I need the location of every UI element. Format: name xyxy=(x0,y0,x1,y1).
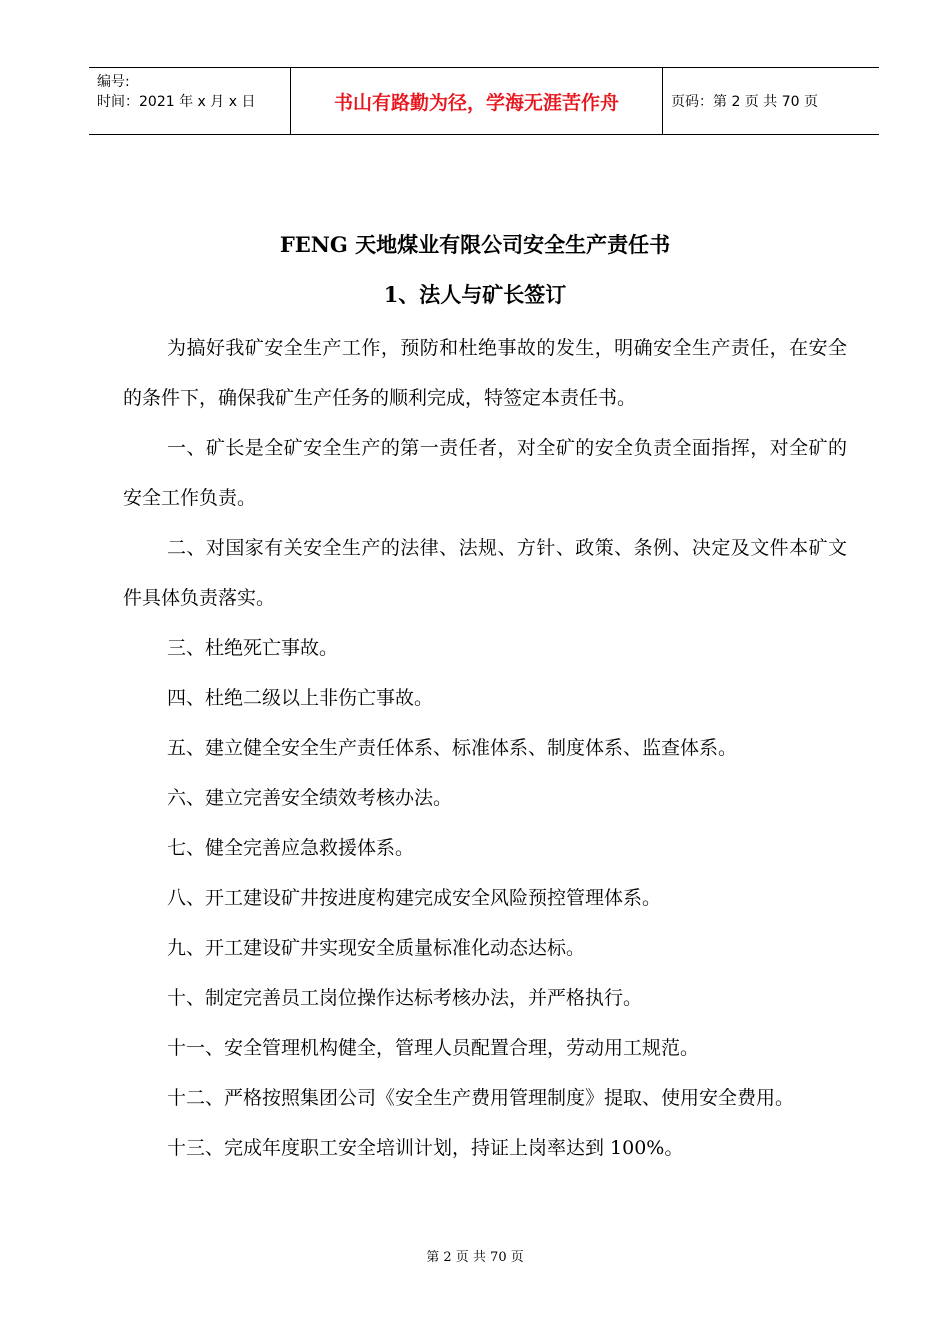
document-subtitle: 1、法人与矿长签订 xyxy=(383,282,567,307)
header-page-info: 页码：第 2 页 共 70 页 xyxy=(671,94,818,110)
paragraph: 十三、完成年度职工安全培训计划，持证上岗率达到 100%。 xyxy=(167,1137,684,1159)
header-time-label: 时间：2021 年 x 月 x 日 xyxy=(97,94,256,110)
header-meta xyxy=(89,68,291,134)
header-number-label: 编号: xyxy=(97,74,130,90)
paragraph: 一、矿长是全矿安全生产的第一责任者，对全矿的安全负责全面指挥，对全矿的安全工作负责。 xyxy=(123,437,847,509)
header-motto: 书山有路勤为径，学海无涯苦作舟 xyxy=(291,68,663,134)
paragraph: 十、制定完善员工岗位操作达标考核办法，并严格执行。 xyxy=(167,987,643,1009)
paragraph: 九、开工建设矿井实现安全质量标准化动态达标。 xyxy=(167,937,586,959)
paragraph: 十二、严格按照集团公司《安全生产费用管理制度》提取、使用安全费用。 xyxy=(167,1087,795,1109)
paragraph: 十一、安全管理机构健全，管理人员配置合理，劳动用工规范。 xyxy=(167,1037,700,1059)
paragraph: 为搞好我矿安全生产工作，预防和杜绝事故的发生，明确安全生产责任，在安全的条件下，确保我矿生产任务的顺利完成，特签定本责任书。 xyxy=(123,337,847,409)
paragraph: 八、开工建设矿井按进度构建完成安全风险预控管理体系。 xyxy=(167,887,662,909)
paragraph: 四、杜绝二级以上非伤亡事故。 xyxy=(167,687,434,709)
paragraph: 二、对国家有关安全生产的法律、法规、方针、政策、条例、决定及文件本矿文件具体负责落实。 xyxy=(123,537,847,609)
paragraph: 三、杜绝死亡事故。 xyxy=(167,637,339,659)
paragraph: 五、建立健全安全生产责任体系、标准体系、制度体系、监查体系。 xyxy=(167,737,738,759)
document-title: FENG 天地煤业有限公司安全生产责任书 xyxy=(279,232,671,257)
document-header xyxy=(89,67,879,135)
page-footer: 第 2 页 共 70 页 xyxy=(426,1250,524,1265)
document-body xyxy=(123,323,847,1173)
paragraph: 六、建立完善安全绩效考核办法。 xyxy=(167,787,453,809)
paragraph: 七、健全完善应急救援体系。 xyxy=(167,837,415,859)
